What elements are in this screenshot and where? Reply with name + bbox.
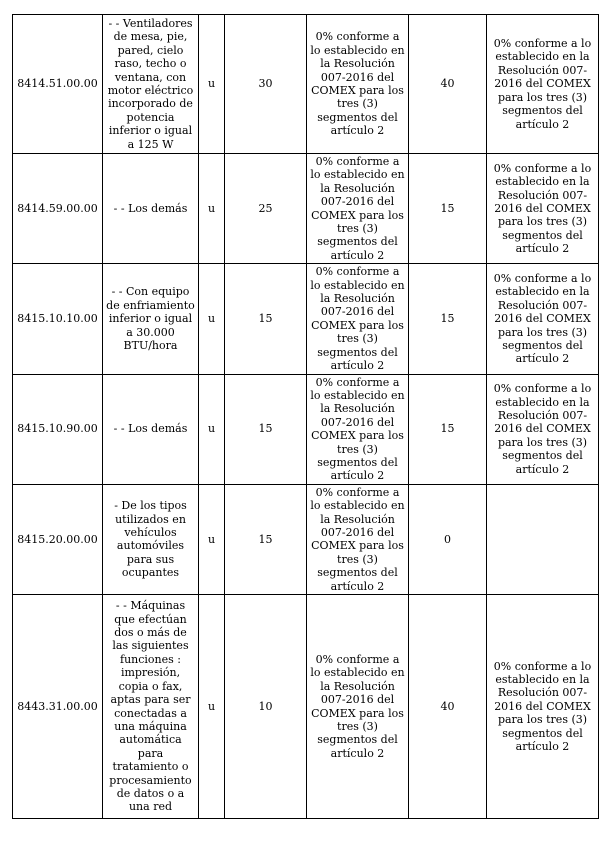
table-row [13, 595, 599, 819]
condition-cell: 0% conforme a lo establecido en la Resolución 007-2016 del COMEX para los tres (3) segmentos del artículo 2 [307, 15, 409, 154]
rate2-cell: 40 [409, 595, 487, 819]
table-row [13, 374, 599, 484]
condition-cell: 0% conforme a lo establecido en la Resolución 007-2016 del COMEX para los tres (3) segmentos del artículo 2 [307, 595, 409, 819]
rate-cell: 15 [225, 374, 307, 484]
condition-cell: 0% conforme a lo establecido en la Resolución 007-2016 del COMEX para los tres (3) segmentos del artículo 2 [307, 374, 409, 484]
tariff-code-cell: 8415.10.90.00 [13, 374, 103, 484]
tariff-table [12, 14, 599, 819]
rate-cell: 10 [225, 595, 307, 819]
table-row [13, 154, 599, 264]
rate2-cell: 15 [409, 264, 487, 374]
tariff-code-cell: 8414.59.00.00 [13, 154, 103, 264]
tariff-code-cell: 8415.10.10.00 [13, 264, 103, 374]
condition-cell: 0% conforme a lo establecido en la Resolución 007-2016 del COMEX para los tres (3) segmentos del artículo 2 [307, 154, 409, 264]
rate-cell: 30 [225, 15, 307, 154]
tariff-code-cell: 8414.51.00.00 [13, 15, 103, 154]
condition2-cell [487, 484, 599, 594]
condition-cell: 0% conforme a lo establecido en la Resolución 007-2016 del COMEX para los tres (3) segmentos del artículo 2 [307, 264, 409, 374]
description-cell: - - Los demás [103, 374, 199, 484]
description-cell: - - Ventiladores de mesa, pie, pared, cielo raso, techo o ventana, con motor eléctrico incorporado de potencia inferior o igual a 125 W [103, 15, 199, 154]
unit-cell: u [199, 15, 225, 154]
unit-cell: u [199, 595, 225, 819]
condition2-cell: 0% conforme a lo establecido en la Resolución 007-2016 del COMEX para los tres (3) segmentos del artículo 2 [487, 264, 599, 374]
rate2-cell: 15 [409, 374, 487, 484]
rate-cell: 25 [225, 154, 307, 264]
description-cell: - De los tipos utilizados en vehículos automóviles para sus ocupantes [103, 484, 199, 594]
unit-cell: u [199, 154, 225, 264]
table-row [13, 264, 599, 374]
condition2-cell: 0% conforme a lo establecido en la Resolución 007-2016 del COMEX para los tres (3) segmentos del artículo 2 [487, 15, 599, 154]
condition-cell: 0% conforme a lo establecido en la Resolución 007-2016 del COMEX para los tres (3) segmentos del artículo 2 [307, 484, 409, 594]
unit-cell: u [199, 264, 225, 374]
condition2-cell: 0% conforme a lo establecido en la Resolución 007-2016 del COMEX para los tres (3) segmentos del artículo 2 [487, 595, 599, 819]
rate2-cell: 40 [409, 15, 487, 154]
table-row [13, 484, 599, 594]
unit-cell: u [199, 374, 225, 484]
unit-cell: u [199, 484, 225, 594]
table-row [13, 15, 599, 154]
rate-cell: 15 [225, 484, 307, 594]
description-cell: - - Máquinas que efectúan dos o más de las siguientes funciones : impresión, copia o fax, aptas para ser conectadas a una máquina automática para tratamiento o procesamiento de datos o a una red [103, 595, 199, 819]
condition2-cell: 0% conforme a lo establecido en la Resolución 007-2016 del COMEX para los tres (3) segmentos del artículo 2 [487, 374, 599, 484]
rate-cell: 15 [225, 264, 307, 374]
rate2-cell: 15 [409, 154, 487, 264]
description-cell: - - Con equipo de enfriamiento inferior o igual a 30.000 BTU/hora [103, 264, 199, 374]
rate2-cell: 0 [409, 484, 487, 594]
description-cell: - - Los demás [103, 154, 199, 264]
tariff-code-cell: 8443.31.00.00 [13, 595, 103, 819]
condition2-cell: 0% conforme a lo establecido en la Resolución 007-2016 del COMEX para los tres (3) segmentos del artículo 2 [487, 154, 599, 264]
tariff-code-cell: 8415.20.00.00 [13, 484, 103, 594]
